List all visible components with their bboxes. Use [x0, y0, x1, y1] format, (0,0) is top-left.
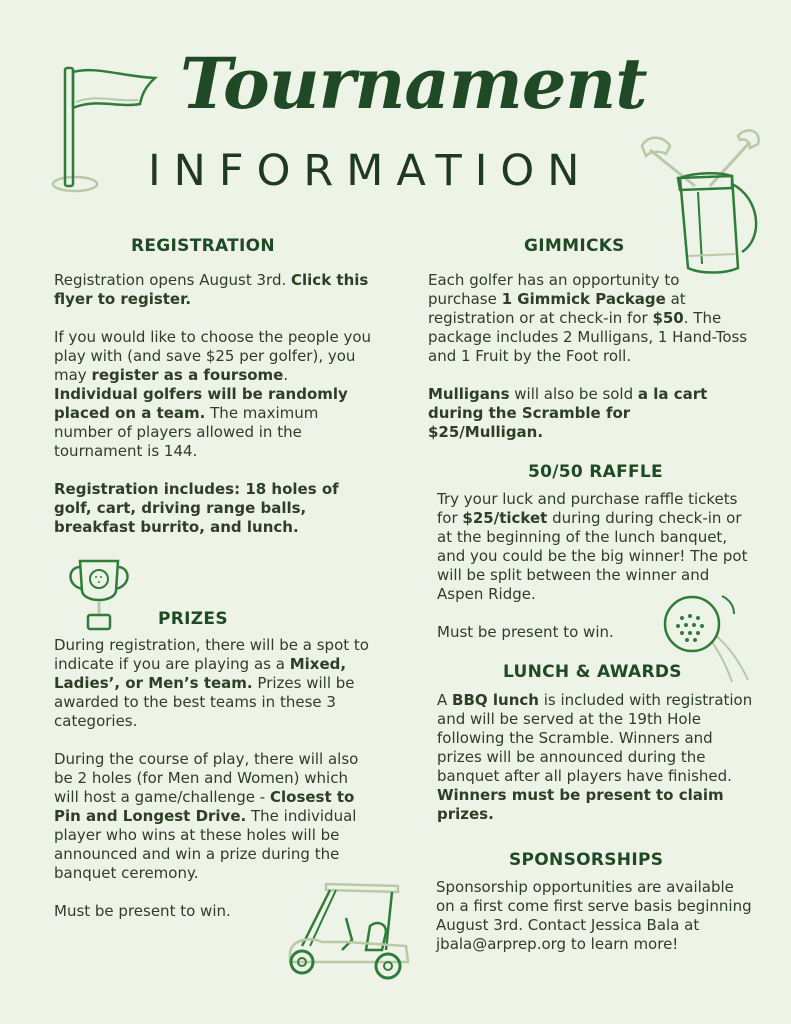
gimmicks-heading: GIMMICKS [524, 236, 625, 256]
registration-heading: REGISTRATION [131, 236, 275, 256]
golf-cart-icon [286, 880, 414, 990]
register-link[interactable]: Click this flyer to register. [54, 271, 369, 308]
raffle-text: Try your luck and purchase raffle tickets for $25/ticket during during check-in or at the beginning of the lunch banquet, and you could be the big winner! The pot will be split between the winner and Aspen Ridge. Must be present to win. [437, 490, 748, 641]
prizes-text: During registration, there will be a spot to indicate if you are playing as a Mixed, Ladies’, or Men’s team. Prizes will be awarded to the best teams in these 3 categories. During the course of play, there will also be 2 holes (for Men and Women) which will host a game/challenge - Closest to Pin and Longest Drive. The individual player who wins at these holes will be announced and win a prize during the banquet ceremony. Must be present to win. [54, 636, 369, 920]
lunch-heading: LUNCH & AWARDS [503, 662, 682, 682]
sponsorships-heading: SPONSORSHIPS [509, 850, 664, 870]
golf-flag-icon [50, 62, 165, 197]
golf-bag-icon [640, 128, 770, 278]
raffle-heading: 50/50 RAFFLE [528, 462, 663, 482]
prizes-heading: PRIZES [158, 609, 228, 629]
trophy-icon [64, 557, 134, 637]
title-script: Tournament [180, 42, 647, 125]
title-information: INFORMATION [148, 146, 593, 196]
registration-text: Registration opens August 3rd. Click this flyer to register. If you would like to choose the people you play with (and save $25 per golfer), you may register as a foursome. Individual golfers will be randomly placed on a team. The maximum number of players allowed in the tournament is 144. Registration includes: 18 holes of golf, cart, driving range balls, breakfast burrito, and lunch. [54, 271, 371, 536]
gimmicks-text: Each golfer has an opportunity to purchase 1 Gimmick Package at registration or at check-in for $50. The package includes 2 Mulligans, 1 Hand-Toss and 1 Fruit by the Foot roll. Mulligans will also be sold a la cart during the Scramble for $25/Mulligan. [428, 271, 748, 441]
lunch-text: A BBQ lunch is included with registration and will be served at the 19th Hole following the Scramble. Winners and prizes will be announced during the banquet after all players have finished. Winners must be present to claim prizes. [437, 691, 753, 823]
sponsorships-text: Sponsorship opportunities are available on a first come first serve basis beginning August 3rd. Contact Jessica Bala at jbala@arprep.org to learn more! [436, 878, 752, 953]
